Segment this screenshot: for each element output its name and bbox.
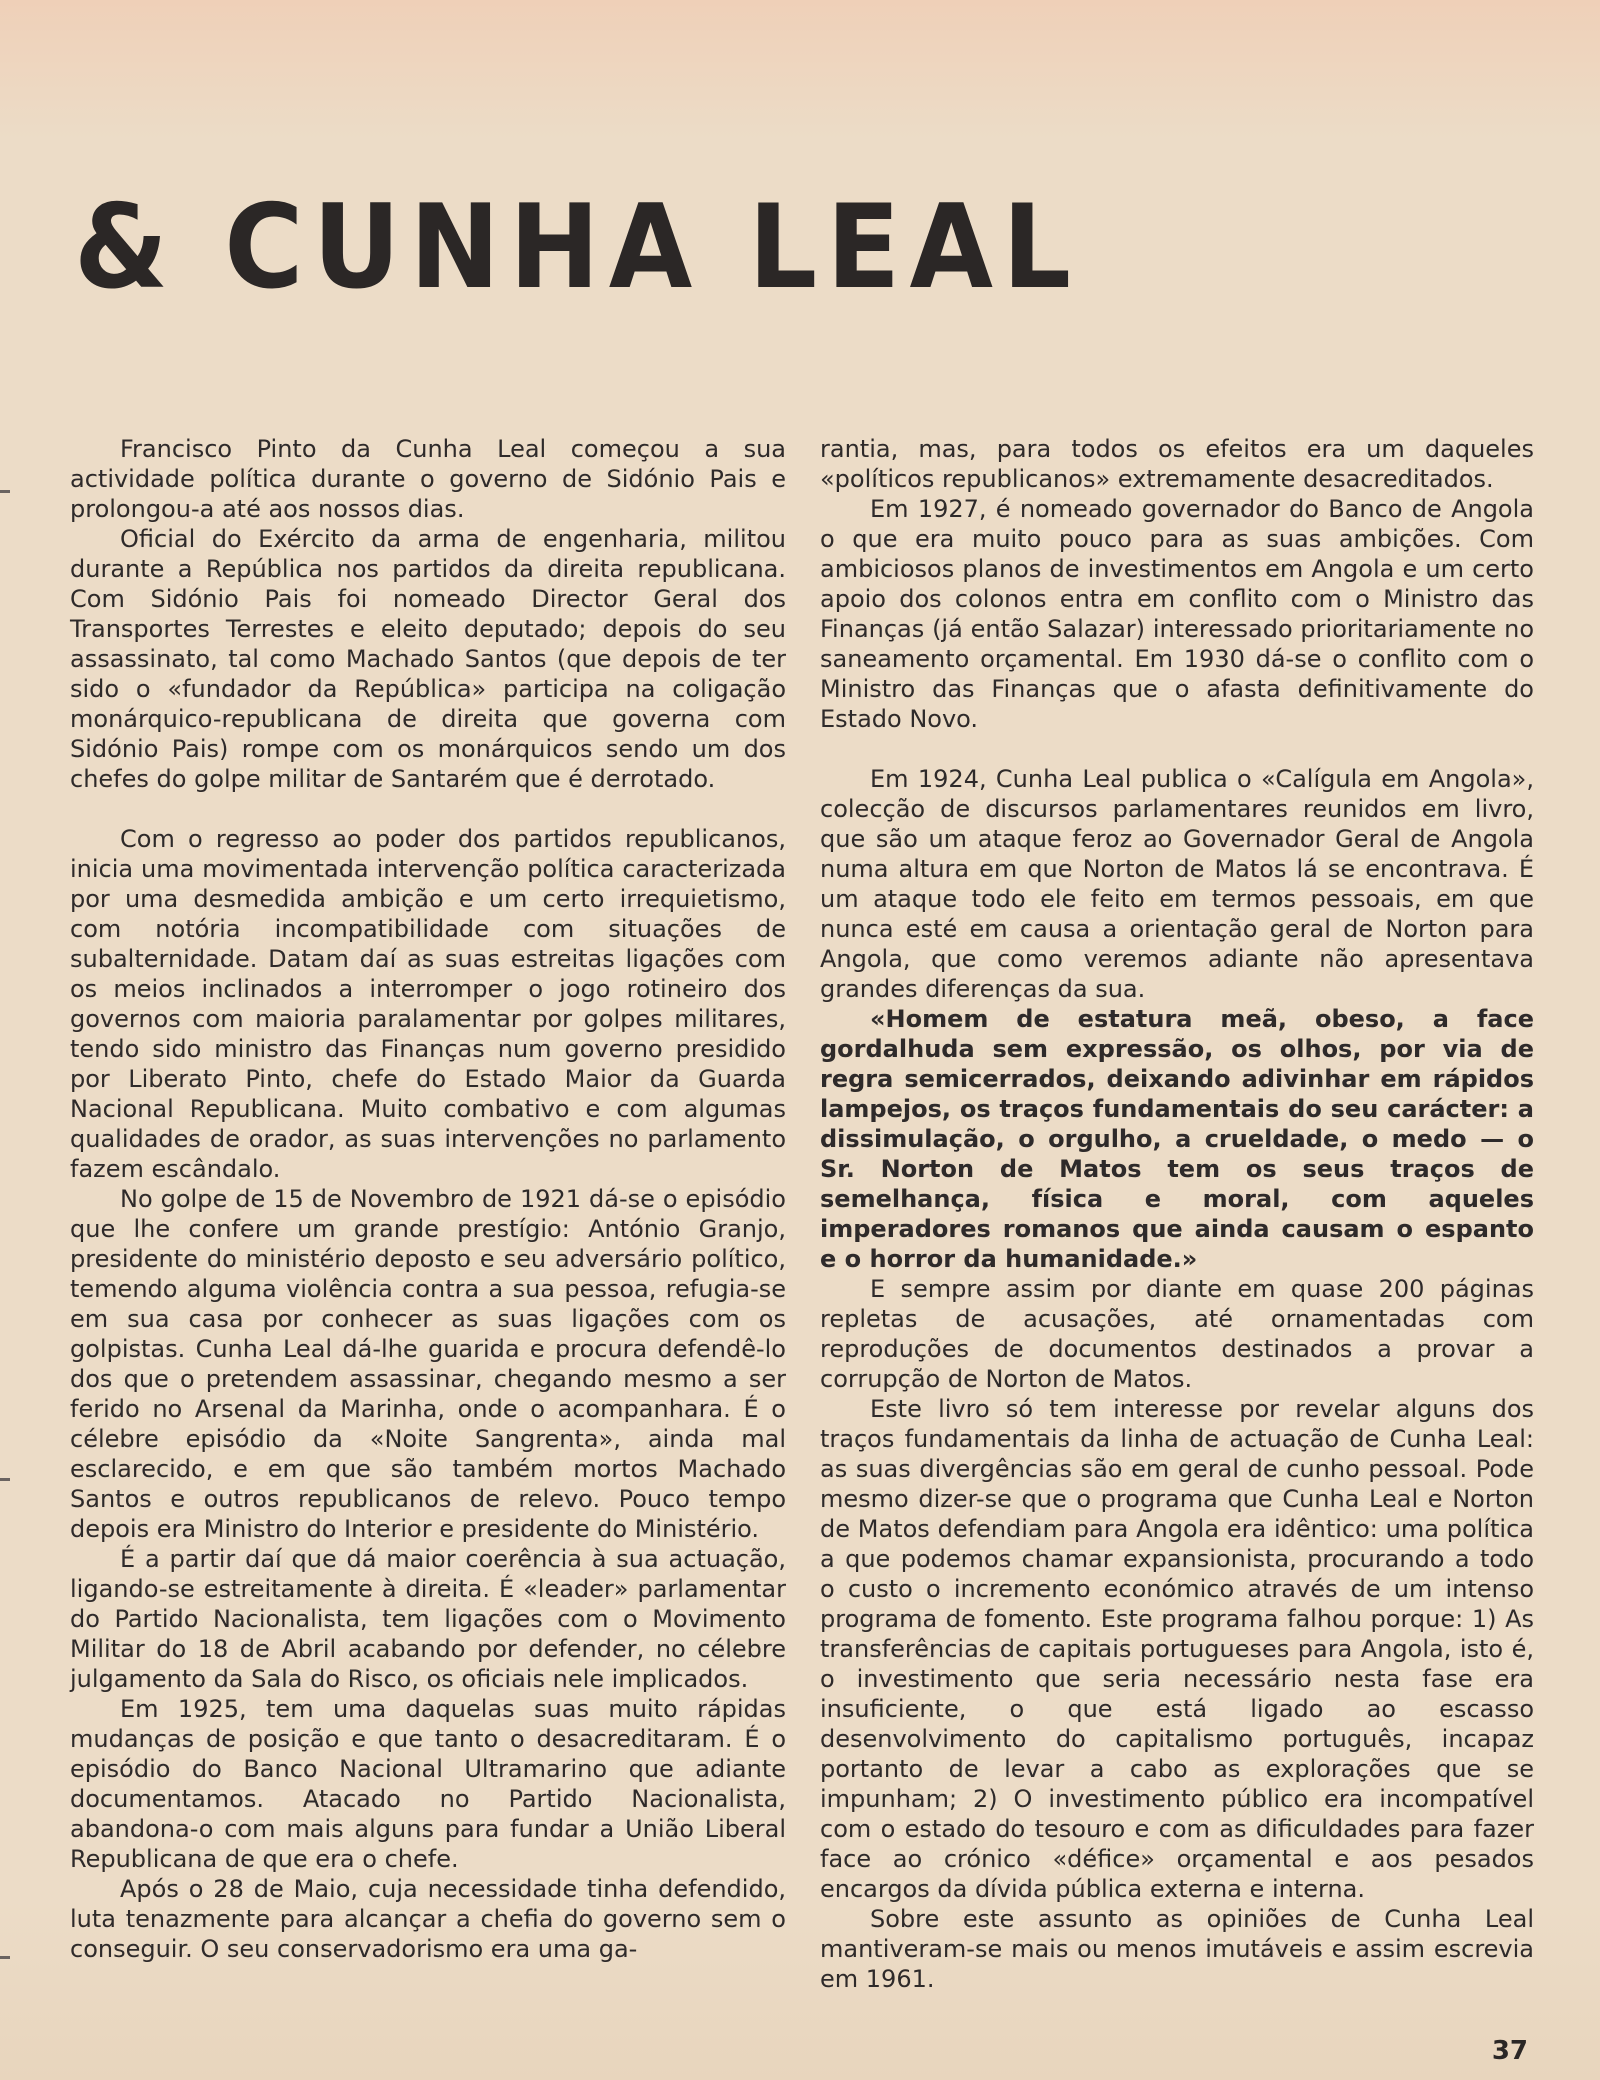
margin-mark bbox=[0, 1956, 10, 1959]
paragraph-accusations: E sempre assim por diante em quase 200 páginas repletas de acusações, até ornamentadas com reproduções de documentos destinados a provar a corrupção de Norton de Matos. bbox=[820, 1275, 1534, 1393]
paragraph-after-28-may: Após o 28 de Maio, cuja necessidade tinha defendido, luta tenazmente para alcançar a chefia do governo sem o conseguir. O seu conservadorismo era uma ga- bbox=[70, 1875, 786, 1963]
paragraph-1961: Sobre este assunto as opiniões de Cunha Leal mantiveram-se mais ou menos imutáveis e assim escrevia em 1961. bbox=[820, 1905, 1534, 1993]
margin-mark bbox=[0, 490, 10, 493]
paragraph-1927: Em 1927, é nomeado governador do Banco de Angola o que era muito pouco para as suas ambições. Com ambiciosos planos de investimentos em Angola e um certo apoio dos colonos entra em conflito com o Ministro das Finanças (já então Salazar) interessado prioritariamente no saneamento orçamental. Em 1930 dá-se o conflito com o Ministro das Finanças que o afasta definitivamente do Estado Novo. bbox=[820, 495, 1534, 733]
page-title: & CUNHA LEAL bbox=[74, 180, 1081, 315]
paragraph-program: Este livro só tem interesse por revelar alguns dos traços fundamentais da linha de actuação de Cunha Leal: as suas divergências são em geral de cunho pessoal. Pode mesmo dizer-se que o programa que Cunha Leal e Norton de Matos defendiam para Angola era idêntico: uma política a que podemos chamar expansionista, procurando a todo o custo o incremento económico através de um intenso programa de fomento. Este programa falhou porque: 1) As transferências de capitais portugueses para Angola, isto é, o investimento que seria necessário nesta fase era insuficiente, o que está ligado ao escasso desenvolvimento do capitalismo português, incapaz portanto de levar a cabo as explorações que se impunham; 2) O investimento público era incompatível com o estado do tesouro e com as dificuldades para fazer face ao crónico «défice» orçamental e aos pesados encargos da dívida pública externa e interna. bbox=[820, 1395, 1534, 1903]
paragraph-military-career: Oficial do Exército da arma de engenharia, militou durante a República nos partidos da direita republicana. Com Sidónio Pais foi nomeado Director Geral dos Transportes Terrestes e eleito deputado; depois do seu assassinato, tal como Machado Santos (que depois de ter sido o «fundador da República» participa na coligação monárquico-republicana de direita que governa com Sidónio Pais) rompe com os monárquicos sendo um dos chefes do golpe militar de Santarém que é derrotado. bbox=[70, 525, 786, 793]
paragraph-coup-1921: No golpe de 15 de Novembro de 1921 dá-se o episódio que lhe confere um grande prestígio: António Granjo, presidente do ministério deposto e seu adversário político, temendo alguma violência contra a sua pessoa, refugia-se em sua casa por conhecer as suas ligações com os golpistas. Cunha Leal dá-lhe guarida e procura defendê-lo dos que o pretendem assassinar, chegando mesmo a ser ferido no Arsenal da Marinha, onde o acompanhara. É o célebre episódio da «Noite Sangrenta», ainda mal esclarecido, e em que são também mortos Machado Santos e outros republicanos de relevo. Pouco tempo depois era Ministro do Interior e presidente do Ministério. bbox=[70, 1185, 786, 1543]
paragraph-continuation: rantia, mas, para todos os efeitos era um daqueles «políticos republicanos» extremamente desacreditados. bbox=[820, 435, 1534, 493]
left-column bbox=[70, 434, 786, 1964]
paragraph-return-to-power: Com o regresso ao poder dos partidos republicanos, inicia uma movimentada intervenção política caracterizada por uma desmedida ambição e um certo irrequietismo, com notória incompatibilidade com situações de subalternidade. Datam daí as suas estreitas ligações com os meios inclinados a interromper o jogo rotineiro dos governos com maioria paralamentar por golpes militares, tendo sido ministro das Finanças num governo presidido por Liberato Pinto, chefe do Estado Maior da Guarda Nacional Republicana. Muito combativo e com algumas qualidades de orador, as suas intervenções no parlamento fazem escândalo. bbox=[70, 825, 786, 1183]
page-number: 37 bbox=[1491, 2036, 1528, 2066]
paragraph-right-wing: É a partir daí que dá maior coerência à sua actuação, ligando-se estreitamente à direita. É «leader» parlamentar do Partido Nacionalista, tem ligações com o Movimento Militar do 18 de Abril acabando por defender, no célebre julgamento da Sala do Risco, os oficiais nele implicados. bbox=[70, 1545, 786, 1693]
quote-block: «Homem de estatura meã, obeso, a face gordalhuda sem expressão, os olhos, por via de regra semicerrados, deixando adivinhar em rápidos lampejos, os traços fundamentais do seu carácter: a dissimulação, o orgulho, a crueldade, o medo — o Sr. Norton de Matos tem os seus traços de semelhança, física e moral, com aqueles imperadores romanos que ainda causam o espanto e o horror da humanidade.» bbox=[820, 1005, 1534, 1273]
margin-mark bbox=[0, 1478, 10, 1481]
paragraph-intro: Francisco Pinto da Cunha Leal começou a sua actividade política durante o governo de Sidónio Pais e prolongou-a até aos nossos dias. bbox=[70, 435, 786, 523]
right-column bbox=[820, 434, 1534, 1994]
paragraph-caligula: Em 1924, Cunha Leal publica o «Calígula em Angola», colecção de discursos parlamentares reunidos em livro, que são um ataque feroz ao Governador Geral de Angola numa altura em que Norton de Matos lá se encontrava. É um ataque todo ele feito em termos pessoais, em que nunca esté em causa a orientação geral de Norton para Angola, que como veremos adiante não apresentava grandes diferenças da sua. bbox=[820, 765, 1534, 1003]
paragraph-1925: Em 1925, tem uma daquelas suas muito rápidas mudanças de posição e que tanto o desacreditaram. É o episódio do Banco Nacional Ultramarino que adiante documentamos. Atacado no Partido Nacionalista, abandona-o com mais alguns para fundar a União Liberal Republicana de que era o chefe. bbox=[70, 1695, 786, 1873]
